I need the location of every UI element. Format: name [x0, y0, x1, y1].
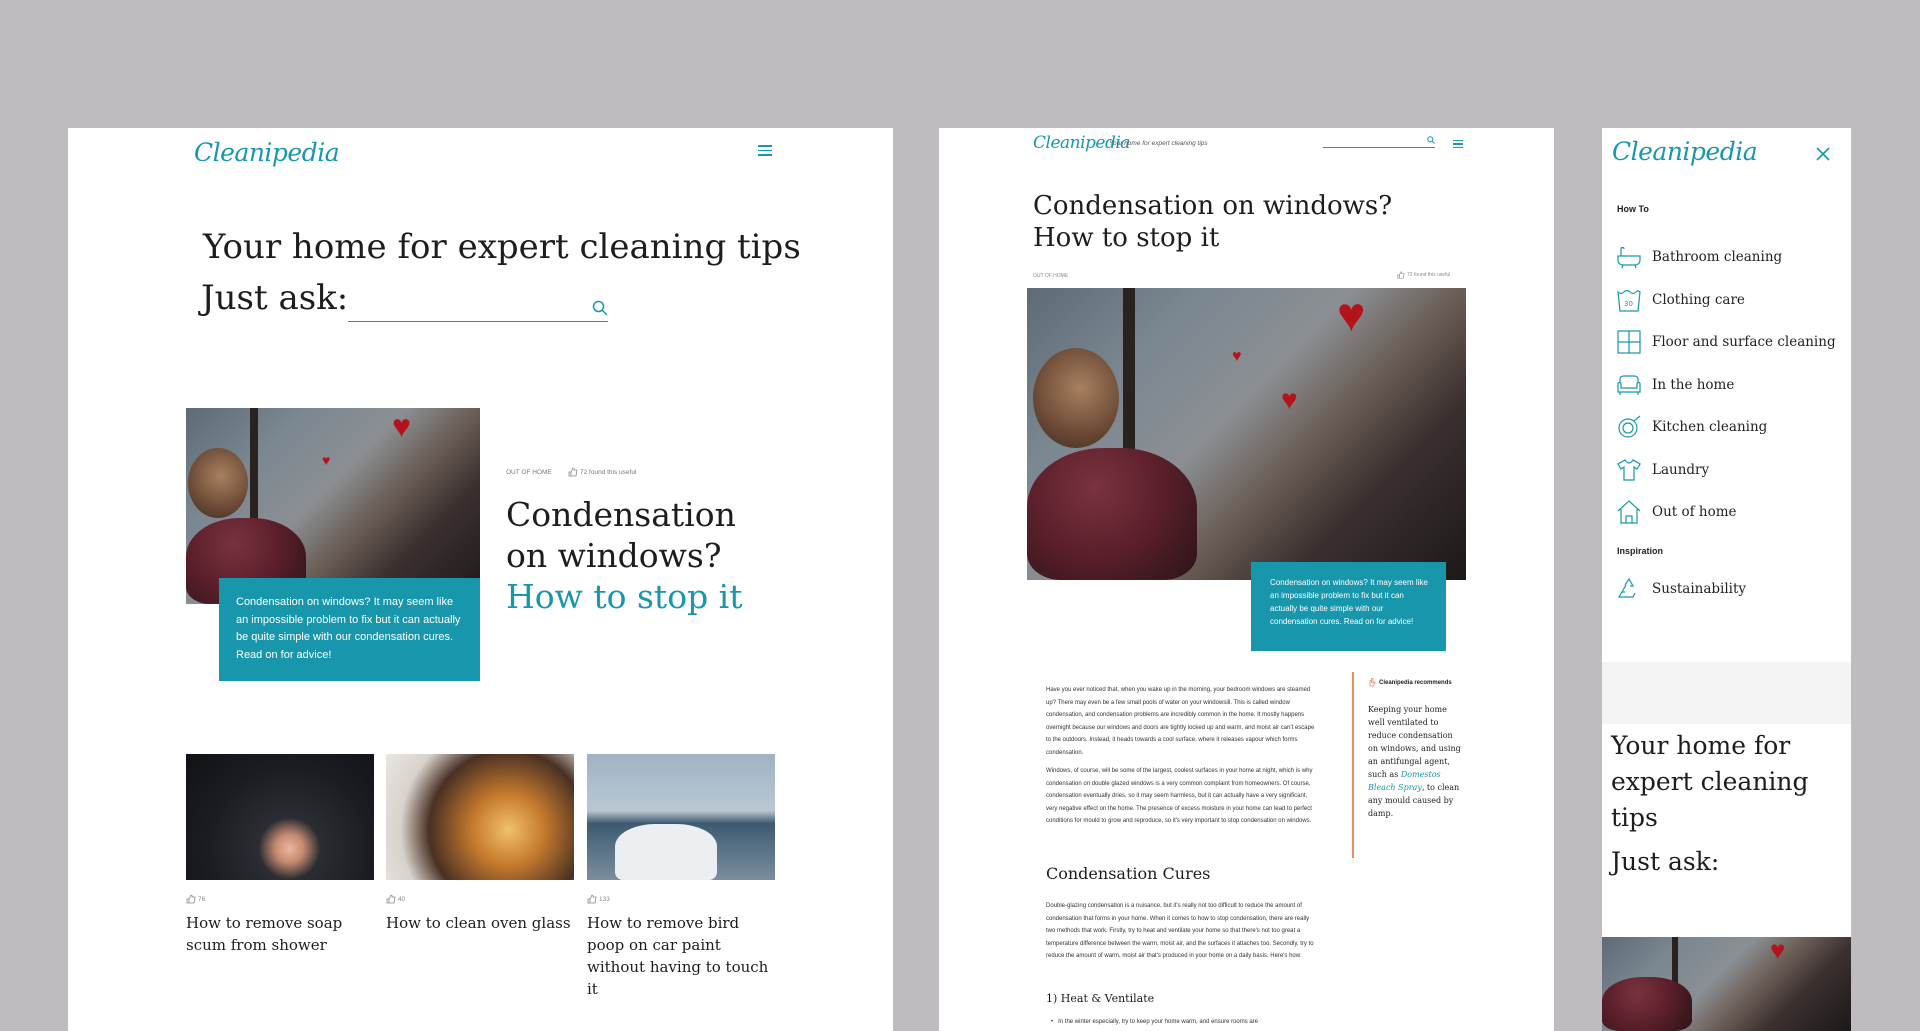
pan-icon	[1616, 414, 1642, 440]
recommend-text-start: Keeping your home well ventilated to reduce condensation on windows, and using an antifungal agent, such as	[1368, 705, 1461, 779]
menu-item-label: Floor and surface cleaning	[1652, 334, 1836, 351]
article-title: Condensation on windows? How to stop it	[1033, 191, 1393, 253]
section-subheading: 1) Heat & Ventilate	[1046, 992, 1155, 1005]
home-panel	[68, 128, 893, 1031]
card-title[interactable]: How to remove soap scum from shower	[186, 914, 343, 954]
menu-hero-title	[1611, 728, 1851, 880]
menu-item-label: Out of home	[1652, 504, 1737, 521]
featured-useful-text: 72 found this useful	[580, 468, 637, 476]
bullet-dot: •	[1051, 1019, 1059, 1025]
card-likes	[186, 894, 374, 904]
article-card[interactable]	[186, 754, 374, 956]
featured-title-line3: How to stop it	[506, 577, 743, 616]
menu-item-bathroom-cleaning[interactable]	[1616, 236, 1836, 279]
menu-hero-line1: Your home for	[1611, 731, 1791, 760]
card-likes-count: 76	[198, 895, 206, 903]
bullet-text: In the winter especially, try to keep your home warm, and ensure rooms are	[1058, 1019, 1259, 1025]
bathtub-icon	[1616, 244, 1642, 270]
tagline: Your home for expert cleaning tips	[1109, 140, 1208, 147]
section-heading: Condensation Cures	[1046, 864, 1211, 883]
recommend-label: Cleanipedia recommends	[1379, 679, 1452, 686]
menu-item-label: In the home	[1652, 376, 1735, 393]
card-title[interactable]: How to clean oven glass	[386, 914, 571, 932]
search-input[interactable]	[1323, 138, 1435, 148]
featured-useful	[568, 467, 636, 477]
logo[interactable]: Cleanipedia	[1612, 137, 1758, 166]
featured-teaser-text: Condensation on windows? It may seem like an impossible problem to fix but it can actually be quite simple with our condensation cures. Read on for advice!	[236, 596, 461, 661]
menu-icon[interactable]	[758, 145, 772, 156]
featured-title-line1: Condensation	[506, 495, 736, 534]
recommend-text-end: , to clean any mould caused by damp.	[1368, 783, 1460, 818]
article-teaser-text: Condensation on windows? It may seem like an impossible problem to fix but it can actually be quite simple with our condensation cures. Read on for advice!	[1270, 578, 1428, 626]
card-likes-count: 40	[398, 895, 406, 903]
hero-just-ask: Just ask:	[201, 278, 349, 318]
article-card[interactable]	[587, 754, 775, 1000]
menu-item-in-the-home[interactable]	[1616, 364, 1836, 407]
thumbs-up-icon[interactable]	[186, 894, 196, 904]
floor-tiles-icon	[1616, 329, 1642, 355]
menu-item-floor-and-surface-cleaning[interactable]	[1616, 321, 1836, 364]
card-likes	[386, 894, 574, 904]
featured-title[interactable]	[506, 494, 743, 617]
card-image[interactable]	[186, 754, 374, 880]
thumbs-up-icon[interactable]	[587, 894, 597, 904]
article-panel	[939, 128, 1554, 1031]
recycle-icon	[1616, 576, 1642, 602]
menu-section-label-inspiration: Inspiration	[1617, 546, 1664, 556]
menu-hero-line3: Just ask:	[1611, 847, 1720, 876]
tshirt-icon	[1616, 457, 1642, 483]
recommend-link[interactable]: Domestos Bleach Spray	[1368, 770, 1441, 792]
thumbs-up-icon[interactable]	[568, 467, 578, 477]
menu-item-label: Clothing care	[1652, 291, 1745, 308]
search-icon[interactable]	[592, 300, 608, 316]
menu-icon[interactable]	[1453, 140, 1463, 148]
thumbs-up-icon[interactable]	[1397, 271, 1405, 279]
card-likes-count: 133	[599, 895, 610, 903]
menu-item-kitchen-cleaning[interactable]	[1616, 406, 1836, 449]
recommend-box	[1352, 672, 1464, 858]
menu-item-out-of-home[interactable]	[1616, 491, 1836, 534]
house-icon	[1616, 499, 1642, 525]
menu-item-label: Sustainability	[1652, 581, 1747, 598]
card-likes	[587, 894, 775, 904]
search-icon[interactable]	[1427, 136, 1435, 144]
article-card[interactable]	[386, 754, 574, 934]
article-hero-image: ♥ ♥ ♥	[1027, 288, 1466, 580]
featured-category[interactable]: OUT OF HOME	[506, 469, 552, 476]
sofa-icon	[1616, 372, 1642, 398]
washing-icon	[1616, 287, 1642, 313]
article-teaser	[1251, 562, 1446, 651]
menu-section-label-howto: How To	[1617, 204, 1649, 214]
featured-title-line2: on windows?	[506, 536, 722, 575]
menu-item-clothing-care[interactable]	[1616, 279, 1836, 322]
article-paragraph: Double-glazing condensation is a nuisance, but it's really not too difficult to reduce the amount of condensation that forms in your home. When it comes to how to stop condensation, there are really two methods that work. Firstly, try to heat and ventilate your home so that there's not too great a temperature difference between the warm, moist air, and the surfaces it attaches too. Secondly, try to reduce the amount of warm, moist air that's produced in your home on a daily basis. Here's how:	[1046, 903, 1314, 959]
card-title[interactable]: How to remove bird poop on car paint without having to touch it	[587, 914, 769, 998]
thumbs-up-icon[interactable]	[386, 894, 396, 904]
featured-image[interactable]: ♥ ♥	[186, 408, 480, 604]
menu-divider	[1602, 662, 1851, 724]
article-paragraph: Windows, of course, will be some of the largest, coolest surfaces in your home at night, which is why condensation on double glazed windows is a very common complaint from homeowners. Of course, condensation eventually dries, so it may seem harmless, but it can actually have a very significant, very negative effect on the home. The presence of excess moisture in your home can lead to perfect conditions for mould to grow and reproduce, so it's very important to stop condensation on windows.	[1046, 768, 1313, 824]
article-useful-text: 72 found this useful	[1407, 272, 1451, 278]
article-category[interactable]: OUT OF HOME	[1033, 273, 1069, 279]
mobile-menu-panel	[1602, 128, 1851, 1031]
hand-icon	[1368, 678, 1376, 687]
bullet-item	[1051, 1019, 1258, 1025]
menu-featured-image[interactable]: ♥	[1602, 937, 1851, 1031]
card-image[interactable]	[587, 754, 775, 880]
close-icon[interactable]	[1816, 147, 1830, 161]
menu-hero-line2: expert cleaning tips	[1611, 767, 1809, 832]
article-paragraph: Have you ever noticed that, when you wake up in the morning, your bedroom windows are steamed up? There may even be a few small pools of water on your windowsill. This is called window condensation, and condensation problems are incredibly common in the home. It mostly happens overnight because our windows and doors are tightly locked up and warm, and moist air can't escape to the outdoors. Instead, it heads towards a cool surface, where it releases vapour which forms condensation.	[1046, 687, 1315, 756]
featured-teaser[interactable]	[219, 578, 480, 681]
hero-title: Your home for expert cleaning tips	[203, 227, 801, 267]
logo[interactable]: Cleanipedia	[1033, 133, 1130, 153]
menu-item-laundry[interactable]	[1616, 449, 1836, 492]
search-input[interactable]	[348, 294, 608, 322]
card-image[interactable]	[386, 754, 574, 880]
recommend-text	[1368, 703, 1464, 820]
article-body	[1046, 684, 1316, 828]
menu-item-sustainability[interactable]	[1616, 568, 1746, 611]
menu-item-label: Bathroom cleaning	[1652, 249, 1783, 266]
article-useful	[1397, 271, 1450, 279]
menu-item-label: Kitchen cleaning	[1652, 419, 1768, 436]
svg-text:30: 30	[1624, 299, 1633, 308]
logo[interactable]: Cleanipedia	[194, 138, 340, 167]
menu-item-label: Laundry	[1652, 461, 1710, 478]
